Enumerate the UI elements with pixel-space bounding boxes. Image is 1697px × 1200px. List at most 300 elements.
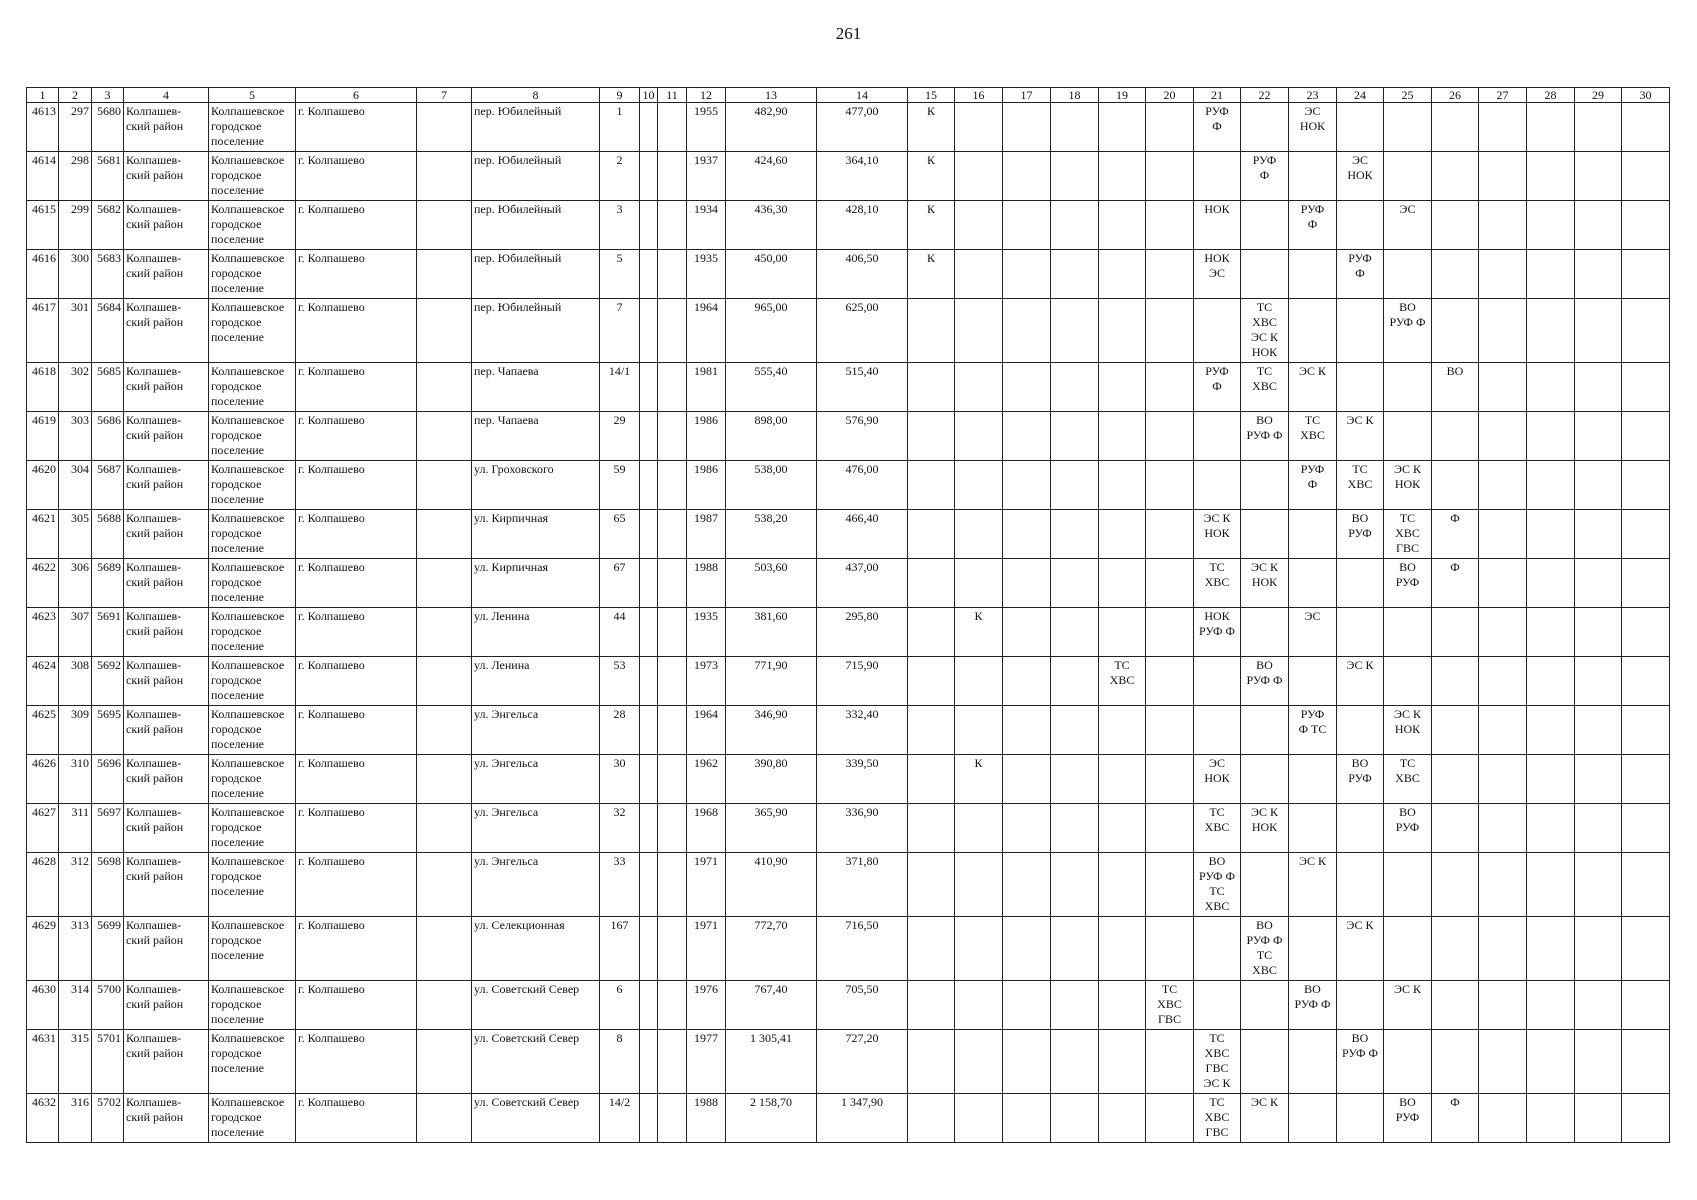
locality-cell: г. Колпашево [296,363,417,412]
local-number-cell: 313 [59,917,92,981]
work-type-cell-col-29 [1575,1094,1622,1143]
work-type-cell-col-25: ВО РУФ Ф [1384,299,1432,363]
table-row [27,706,1670,755]
locality-cell: г. Колпашево [296,755,417,804]
work-type-cell-col-25: ВО РУФ [1384,804,1432,853]
column-7-cell [417,152,472,201]
work-type-cell-col-23: ТС ХВС [1289,412,1337,461]
work-type-cell-col-30 [1622,250,1670,299]
work-type-cell-col-23 [1289,250,1337,299]
work-type-cell-col-15 [908,559,955,608]
house-number-cell: 67 [600,559,640,608]
work-type-cell-col-23 [1289,917,1337,981]
work-type-cell-col-16 [955,1030,1003,1094]
living-area-cell: 477,00 [817,103,908,152]
settlement-cell: Колпашевское городское поселение [209,917,296,981]
column-number-18: 18 [1051,88,1099,103]
record-number-cell: 4625 [27,706,59,755]
work-type-cell-col-21 [1194,299,1241,363]
work-type-cell-col-22: ТС ХВС ЭС К НОК [1241,299,1289,363]
work-type-cell-col-30 [1622,1030,1670,1094]
work-type-cell-col-24 [1337,1094,1384,1143]
work-type-cell-col-15 [908,510,955,559]
locality-cell: г. Колпашево [296,608,417,657]
total-area-cell: 555,40 [726,363,817,412]
street-cell: ул. Селекционная [472,917,600,981]
house-number-cell: 5 [600,250,640,299]
district-cell: Колпашев- ский район [124,706,209,755]
work-type-cell-col-26: Ф [1432,559,1479,608]
work-type-cell-col-28 [1527,853,1575,917]
work-type-cell-col-17 [1003,363,1051,412]
work-type-cell-col-17 [1003,804,1051,853]
record-number-cell: 4622 [27,559,59,608]
work-type-cell-col-23 [1289,1094,1337,1143]
table-row [27,461,1670,510]
work-type-cell-col-19 [1099,706,1146,755]
column-10-cell [640,853,658,917]
settlement-cell: Колпашевское городское поселение [209,608,296,657]
work-type-cell-col-29 [1575,201,1622,250]
street-cell: ул. Советский Север [472,981,600,1030]
year-built-cell: 1971 [687,917,726,981]
work-type-cell-col-15 [908,706,955,755]
object-id-cell: 5680 [92,103,124,152]
settlement-cell: Колпашевское городское поселение [209,706,296,755]
work-type-cell-col-30 [1622,853,1670,917]
street-cell: пер. Юбилейный [472,250,600,299]
work-type-cell-col-27 [1479,250,1527,299]
locality-cell: г. Колпашево [296,706,417,755]
column-10-cell [640,559,658,608]
living-area-cell: 466,40 [817,510,908,559]
table-row [27,250,1670,299]
work-type-cell-col-28 [1527,1030,1575,1094]
column-10-cell [640,706,658,755]
work-type-cell-col-20 [1146,461,1194,510]
work-type-cell-col-22 [1241,706,1289,755]
work-type-cell-col-18 [1051,657,1099,706]
locality-cell: г. Колпашево [296,152,417,201]
work-type-cell-col-16 [955,201,1003,250]
work-type-cell-col-18 [1051,853,1099,917]
column-7-cell [417,201,472,250]
local-number-cell: 315 [59,1030,92,1094]
column-number-11: 11 [658,88,687,103]
work-type-cell-col-21 [1194,706,1241,755]
work-type-cell-col-30 [1622,461,1670,510]
work-type-cell-col-27 [1479,755,1527,804]
district-cell: Колпашев- ский район [124,1030,209,1094]
street-cell: ул. Энгельса [472,853,600,917]
work-type-cell-col-27 [1479,917,1527,981]
district-cell: Колпашев- ский район [124,250,209,299]
total-area-cell: 482,90 [726,103,817,152]
work-type-cell-col-16 [955,461,1003,510]
house-number-cell: 53 [600,657,640,706]
local-number-cell: 308 [59,657,92,706]
work-type-cell-col-30 [1622,657,1670,706]
work-type-cell-col-30 [1622,559,1670,608]
column-7-cell [417,510,472,559]
work-type-cell-col-15 [908,804,955,853]
district-cell: Колпашев- ский район [124,201,209,250]
local-number-cell: 307 [59,608,92,657]
locality-cell: г. Колпашево [296,917,417,981]
work-type-cell-col-20 [1146,853,1194,917]
settlement-cell: Колпашевское городское поселение [209,853,296,917]
work-type-cell-col-25 [1384,853,1432,917]
work-type-cell-col-19 [1099,510,1146,559]
work-type-cell-col-26 [1432,103,1479,152]
work-type-cell-col-26 [1432,201,1479,250]
work-type-cell-col-21: ЭС К НОК [1194,510,1241,559]
column-10-cell [640,250,658,299]
work-type-cell-col-29 [1575,1030,1622,1094]
column-7-cell [417,917,472,981]
work-type-cell-col-19 [1099,299,1146,363]
work-type-cell-col-19: ТС ХВС [1099,657,1146,706]
table-row [27,299,1670,363]
year-built-cell: 1988 [687,559,726,608]
work-type-cell-col-29 [1575,917,1622,981]
work-type-cell-col-29 [1575,706,1622,755]
settlement-cell: Колпашевское городское поселение [209,152,296,201]
work-type-cell-col-16 [955,981,1003,1030]
work-type-cell-col-23: РУФ Ф [1289,461,1337,510]
work-type-cell-col-28 [1527,804,1575,853]
work-type-cell-col-30 [1622,412,1670,461]
work-type-cell-col-19 [1099,755,1146,804]
work-type-cell-col-18 [1051,608,1099,657]
work-type-cell-col-30 [1622,152,1670,201]
work-type-cell-col-24: ЭС К [1337,412,1384,461]
work-type-cell-col-21: ТС ХВС [1194,804,1241,853]
column-7-cell [417,412,472,461]
record-number-cell: 4629 [27,917,59,981]
work-type-cell-col-16 [955,363,1003,412]
work-type-cell-col-22 [1241,461,1289,510]
column-7-cell [417,1094,472,1143]
house-number-cell: 7 [600,299,640,363]
work-type-cell-col-20 [1146,299,1194,363]
object-id-cell: 5701 [92,1030,124,1094]
work-type-cell-col-29 [1575,981,1622,1030]
work-type-cell-col-23: РУФ Ф ТС [1289,706,1337,755]
work-type-cell-col-19 [1099,412,1146,461]
work-type-cell-col-22 [1241,1030,1289,1094]
living-area-cell: 428,10 [817,201,908,250]
total-area-cell: 2 158,70 [726,1094,817,1143]
street-cell: ул. Кирпичная [472,510,600,559]
work-type-cell-col-24 [1337,559,1384,608]
column-7-cell [417,461,472,510]
living-area-cell: 705,50 [817,981,908,1030]
column-11-cell [658,559,687,608]
work-type-cell-col-30 [1622,706,1670,755]
street-cell: пер. Юбилейный [472,103,600,152]
work-type-cell-col-17 [1003,1030,1051,1094]
work-type-cell-col-21 [1194,152,1241,201]
local-number-cell: 303 [59,412,92,461]
work-type-cell-col-30 [1622,804,1670,853]
work-type-cell-col-22 [1241,608,1289,657]
local-number-cell: 304 [59,461,92,510]
work-type-cell-col-28 [1527,201,1575,250]
house-number-cell: 44 [600,608,640,657]
column-10-cell [640,981,658,1030]
work-type-cell-col-20 [1146,706,1194,755]
column-11-cell [658,461,687,510]
work-type-cell-col-29 [1575,299,1622,363]
work-type-cell-col-26: Ф [1432,510,1479,559]
year-built-cell: 1934 [687,201,726,250]
column-11-cell [658,299,687,363]
column-7-cell [417,559,472,608]
street-cell: пер. Чапаева [472,412,600,461]
object-id-cell: 5702 [92,1094,124,1143]
work-type-cell-col-25 [1384,412,1432,461]
column-number-23: 23 [1289,88,1337,103]
local-number-cell: 305 [59,510,92,559]
table-row [27,1030,1670,1094]
object-id-cell: 5698 [92,853,124,917]
work-type-cell-col-15 [908,299,955,363]
housing-register-table [26,87,1670,1143]
work-type-cell-col-17 [1003,917,1051,981]
house-number-cell: 65 [600,510,640,559]
living-area-cell: 332,40 [817,706,908,755]
object-id-cell: 5699 [92,917,124,981]
table-row [27,917,1670,981]
table-row [27,657,1670,706]
work-type-cell-col-17 [1003,299,1051,363]
work-type-cell-col-27 [1479,853,1527,917]
column-7-cell [417,706,472,755]
work-type-cell-col-21 [1194,917,1241,981]
column-11-cell [658,706,687,755]
column-11-cell [658,657,687,706]
work-type-cell-col-25 [1384,1030,1432,1094]
work-type-cell-col-30 [1622,299,1670,363]
locality-cell: г. Колпашево [296,559,417,608]
street-cell: пер. Юбилейный [472,152,600,201]
work-type-cell-col-29 [1575,103,1622,152]
locality-cell: г. Колпашево [296,1094,417,1143]
street-cell: ул. Ленина [472,608,600,657]
work-type-cell-col-26 [1432,412,1479,461]
column-10-cell [640,299,658,363]
locality-cell: г. Колпашево [296,1030,417,1094]
work-type-cell-col-21 [1194,981,1241,1030]
locality-cell: г. Колпашево [296,412,417,461]
record-number-cell: 4628 [27,853,59,917]
work-type-cell-col-29 [1575,152,1622,201]
column-10-cell [640,363,658,412]
work-type-cell-col-24: ВО РУФ [1337,510,1384,559]
work-type-cell-col-18 [1051,755,1099,804]
work-type-cell-col-20 [1146,608,1194,657]
work-type-cell-col-19 [1099,461,1146,510]
street-cell: ул. Советский Север [472,1030,600,1094]
work-type-cell-col-24: РУФ Ф [1337,250,1384,299]
living-area-cell: 336,90 [817,804,908,853]
living-area-cell: 515,40 [817,363,908,412]
column-11-cell [658,250,687,299]
work-type-cell-col-30 [1622,755,1670,804]
work-type-cell-col-16 [955,706,1003,755]
total-area-cell: 965,00 [726,299,817,363]
locality-cell: г. Колпашево [296,804,417,853]
work-type-cell-col-26 [1432,804,1479,853]
table-row [27,1094,1670,1143]
district-cell: Колпашев- ский район [124,804,209,853]
column-10-cell [640,608,658,657]
work-type-cell-col-16 [955,804,1003,853]
work-type-cell-col-30 [1622,1094,1670,1143]
work-type-cell-col-25: ЭС К НОК [1384,461,1432,510]
house-number-cell: 33 [600,853,640,917]
settlement-cell: Колпашевское городское поселение [209,201,296,250]
column-number-29: 29 [1575,88,1622,103]
work-type-cell-col-24: ТС ХВС [1337,461,1384,510]
work-type-cell-col-21: ТС ХВС [1194,559,1241,608]
work-type-cell-col-29 [1575,853,1622,917]
work-type-cell-col-23 [1289,152,1337,201]
work-type-cell-col-16 [955,657,1003,706]
work-type-cell-col-30 [1622,981,1670,1030]
work-type-cell-col-21: ВО РУФ Ф ТС ХВС [1194,853,1241,917]
column-11-cell [658,853,687,917]
work-type-cell-col-20 [1146,804,1194,853]
work-type-cell-col-16 [955,917,1003,981]
work-type-cell-col-16 [955,510,1003,559]
work-type-cell-col-24 [1337,706,1384,755]
street-cell: ул. Энгельса [472,706,600,755]
table-row [27,412,1670,461]
column-10-cell [640,152,658,201]
settlement-cell: Колпашевское городское поселение [209,461,296,510]
work-type-cell-col-27 [1479,461,1527,510]
house-number-cell: 3 [600,201,640,250]
local-number-cell: 299 [59,201,92,250]
column-number-6: 6 [296,88,417,103]
work-type-cell-col-15 [908,461,955,510]
work-type-cell-col-30 [1622,201,1670,250]
work-type-cell-col-27 [1479,608,1527,657]
work-type-cell-col-19 [1099,152,1146,201]
district-cell: Колпашев- ский район [124,299,209,363]
work-type-cell-col-15 [908,755,955,804]
year-built-cell: 1971 [687,853,726,917]
column-number-1: 1 [27,88,59,103]
work-type-cell-col-18 [1051,412,1099,461]
column-10-cell [640,1094,658,1143]
work-type-cell-col-21: НОК ЭС [1194,250,1241,299]
district-cell: Колпашев- ский район [124,152,209,201]
work-type-cell-col-22 [1241,103,1289,152]
work-type-cell-col-22: ЭС К [1241,1094,1289,1143]
total-area-cell: 346,90 [726,706,817,755]
living-area-cell: 364,10 [817,152,908,201]
work-type-cell-col-22: ТС ХВС [1241,363,1289,412]
work-type-cell-col-27 [1479,510,1527,559]
living-area-cell: 437,00 [817,559,908,608]
work-type-cell-col-17 [1003,201,1051,250]
total-area-cell: 450,00 [726,250,817,299]
settlement-cell: Колпашевское городское поселение [209,981,296,1030]
work-type-cell-col-19 [1099,1030,1146,1094]
work-type-cell-col-27 [1479,1094,1527,1143]
district-cell: Колпашев- ский район [124,608,209,657]
record-number-cell: 4623 [27,608,59,657]
column-number-row [27,88,1670,103]
work-type-cell-col-22: ЭС К НОК [1241,804,1289,853]
record-number-cell: 4614 [27,152,59,201]
work-type-cell-col-27 [1479,657,1527,706]
column-7-cell [417,853,472,917]
district-cell: Колпашев- ский район [124,412,209,461]
work-type-cell-col-15 [908,657,955,706]
work-type-cell-col-24 [1337,804,1384,853]
work-type-cell-col-20 [1146,1030,1194,1094]
work-type-cell-col-20 [1146,657,1194,706]
column-number-8: 8 [472,88,600,103]
street-cell: ул. Ленина [472,657,600,706]
settlement-cell: Колпашевское городское поселение [209,1030,296,1094]
work-type-cell-col-26 [1432,299,1479,363]
work-type-cell-col-20 [1146,363,1194,412]
work-type-cell-col-29 [1575,755,1622,804]
total-area-cell: 772,70 [726,917,817,981]
district-cell: Колпашев- ский район [124,510,209,559]
work-type-cell-col-26 [1432,657,1479,706]
column-number-5: 5 [209,88,296,103]
work-type-cell-col-28 [1527,755,1575,804]
local-number-cell: 311 [59,804,92,853]
work-type-cell-col-22 [1241,201,1289,250]
work-type-cell-col-24: ВО РУФ [1337,755,1384,804]
work-type-cell-col-22 [1241,250,1289,299]
year-built-cell: 1955 [687,103,726,152]
year-built-cell: 1962 [687,755,726,804]
work-type-cell-col-24 [1337,103,1384,152]
total-area-cell: 538,20 [726,510,817,559]
column-10-cell [640,657,658,706]
year-built-cell: 1937 [687,152,726,201]
work-type-cell-col-20 [1146,201,1194,250]
work-type-cell-col-21: НОК [1194,201,1241,250]
work-type-cell-col-24: ВО РУФ Ф [1337,1030,1384,1094]
record-number-cell: 4632 [27,1094,59,1143]
column-10-cell [640,1030,658,1094]
year-built-cell: 1977 [687,1030,726,1094]
local-number-cell: 314 [59,981,92,1030]
column-7-cell [417,755,472,804]
column-7-cell [417,981,472,1030]
district-cell: Колпашев- ский район [124,1094,209,1143]
record-number-cell: 4624 [27,657,59,706]
house-number-cell: 14/1 [600,363,640,412]
work-type-cell-col-24: ЭС НОК [1337,152,1384,201]
work-type-cell-col-15 [908,412,955,461]
work-type-cell-col-27 [1479,804,1527,853]
table-row [27,853,1670,917]
street-cell: ул. Советский Север [472,1094,600,1143]
living-area-cell: 476,00 [817,461,908,510]
table-row [27,103,1670,152]
record-number-cell: 4618 [27,363,59,412]
